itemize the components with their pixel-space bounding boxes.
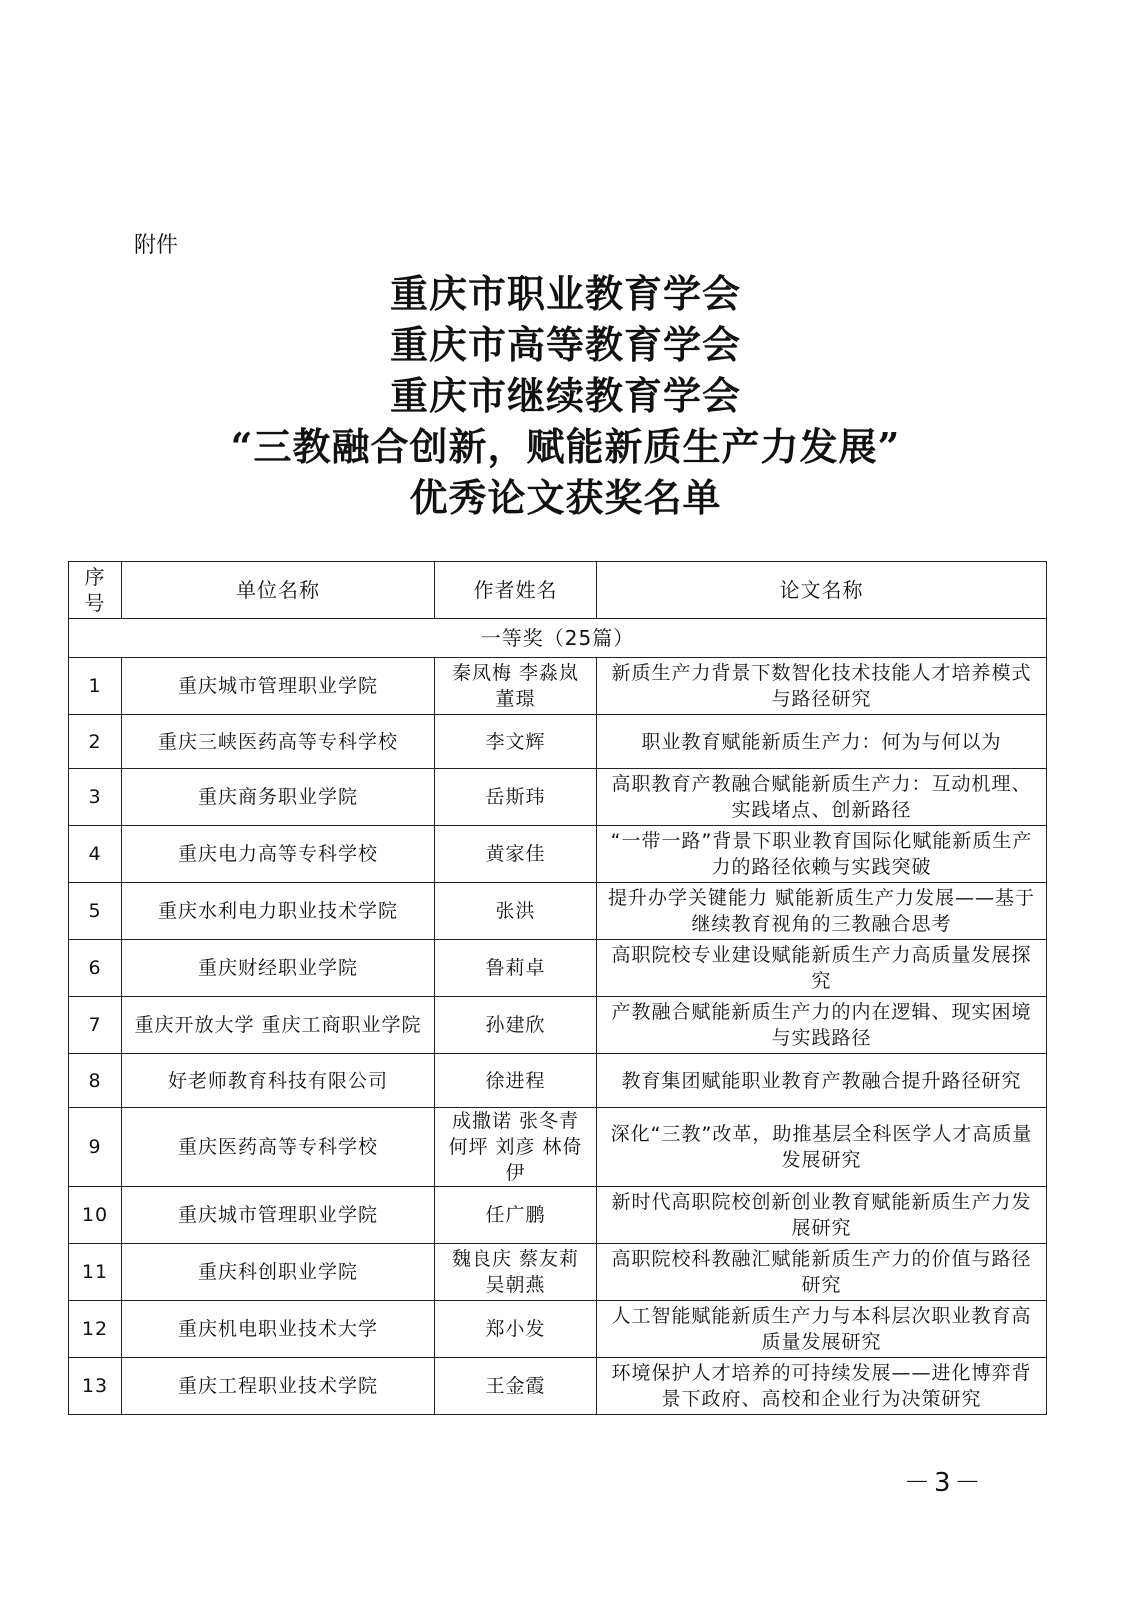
row-paper: 新时代高职院校创新创业教育赋能新质生产力发展研究	[597, 1187, 1047, 1244]
section-row	[69, 619, 1047, 658]
row-unit: 重庆工程职业技术学院	[122, 1358, 435, 1415]
row-unit: 重庆水利电力职业技术学院	[122, 883, 435, 940]
row-author: 孙建欣	[435, 997, 597, 1054]
table-row	[69, 826, 1047, 883]
row-seq: 7	[69, 997, 122, 1054]
row-paper: 深化“三教”改革，助推基层全科医学人才高质量发展研究	[597, 1108, 1047, 1187]
row-unit: 重庆三峡医药高等专科学校	[122, 715, 435, 769]
row-author: 岳斯玮	[435, 769, 597, 826]
row-unit: 重庆医药高等专科学校	[122, 1108, 435, 1187]
row-paper: “一带一路”背景下职业教育国际化赋能新质生产力的路径依赖与实践突破	[597, 826, 1047, 883]
row-seq: 1	[69, 658, 122, 715]
table-row	[69, 883, 1047, 940]
row-author: 鲁莉卓	[435, 940, 597, 997]
row-paper: 教育集团赋能职业教育产教融合提升路径研究	[597, 1054, 1047, 1108]
row-author: 黄家佳	[435, 826, 597, 883]
row-seq: 9	[69, 1108, 122, 1187]
table-row	[69, 1358, 1047, 1415]
row-seq: 5	[69, 883, 122, 940]
row-unit: 好老师教育科技有限公司	[122, 1054, 435, 1108]
row-seq: 10	[69, 1187, 122, 1244]
table-row	[69, 769, 1047, 826]
document-title	[0, 268, 1131, 523]
row-author: 秦凤梅 李淼岚 董璟	[435, 658, 597, 715]
row-author: 王金霞	[435, 1358, 597, 1415]
table-row	[69, 658, 1047, 715]
row-paper: 产教融合赋能新质生产力的内在逻辑、现实困境与实践路径	[597, 997, 1047, 1054]
title-line-3: 重庆市继续教育学会	[389, 373, 741, 418]
row-author: 张洪	[435, 883, 597, 940]
row-seq: 2	[69, 715, 122, 769]
header-unit: 单位名称	[122, 562, 435, 619]
header-seq: 序号	[69, 562, 122, 619]
row-author: 成撒诺 张冬青 何坪 刘彦 林倚伊	[435, 1108, 597, 1187]
title-line-5: 优秀论文获奖名单	[409, 475, 722, 520]
row-paper: 提升办学关键能力 赋能新质生产力发展——基于继续教育视角的三教融合思考	[597, 883, 1047, 940]
row-seq: 13	[69, 1358, 122, 1415]
row-unit: 重庆开放大学 重庆工商职业学院	[122, 997, 435, 1054]
title-line-2: 重庆市高等教育学会	[389, 322, 741, 367]
row-unit: 重庆商务职业学院	[122, 769, 435, 826]
row-unit: 重庆电力高等专科学校	[122, 826, 435, 883]
table-row	[69, 715, 1047, 769]
row-unit: 重庆科创职业学院	[122, 1244, 435, 1301]
row-paper: 高职教育产教融合赋能新质生产力：互动机理、实践堵点、创新路径	[597, 769, 1047, 826]
row-seq: 8	[69, 1054, 122, 1108]
row-seq: 4	[69, 826, 122, 883]
row-paper: 职业教育赋能新质生产力：何为与何以为	[597, 715, 1047, 769]
header-paper: 论文名称	[597, 562, 1047, 619]
table-row	[69, 940, 1047, 997]
row-seq: 12	[69, 1301, 122, 1358]
table-row	[69, 997, 1047, 1054]
row-paper: 高职院校专业建设赋能新质生产力高质量发展探究	[597, 940, 1047, 997]
title-line-4: “三教融合创新，赋能新质生产力发展”	[230, 424, 901, 469]
table-row	[69, 1187, 1047, 1244]
table-row	[69, 1054, 1047, 1108]
section-title: 一等奖（25篇）	[69, 619, 1047, 658]
row-paper: 环境保护人才培养的可持续发展——进化博弈背景下政府、高校和企业行为决策研究	[597, 1358, 1047, 1415]
page-number: －3－	[904, 1468, 985, 1498]
row-author: 任广鹏	[435, 1187, 597, 1244]
row-paper: 新质生产力背景下数智化技术技能人才培养模式与路径研究	[597, 658, 1047, 715]
row-paper: 高职院校科教融汇赋能新质生产力的价值与路径研究	[597, 1244, 1047, 1301]
table-row	[69, 1244, 1047, 1301]
row-seq: 6	[69, 940, 122, 997]
row-paper: 人工智能赋能新质生产力与本科层次职业教育高质量发展研究	[597, 1301, 1047, 1358]
header-row	[69, 562, 1047, 619]
row-author: 徐进程	[435, 1054, 597, 1108]
row-author: 李文辉	[435, 715, 597, 769]
row-unit: 重庆机电职业技术大学	[122, 1301, 435, 1358]
table-row	[69, 1301, 1047, 1358]
award-table	[68, 561, 1047, 1415]
row-unit: 重庆财经职业学院	[122, 940, 435, 997]
row-unit: 重庆城市管理职业学院	[122, 1187, 435, 1244]
header-author: 作者姓名	[435, 562, 597, 619]
row-seq: 11	[69, 1244, 122, 1301]
title-line-1: 重庆市职业教育学会	[389, 271, 741, 316]
row-seq: 3	[69, 769, 122, 826]
attachment-label: 附件	[134, 233, 179, 258]
row-author: 魏良庆 蔡友莉 吴朝燕	[435, 1244, 597, 1301]
row-unit: 重庆城市管理职业学院	[122, 658, 435, 715]
table-row	[69, 1108, 1047, 1187]
row-author: 郑小发	[435, 1301, 597, 1358]
